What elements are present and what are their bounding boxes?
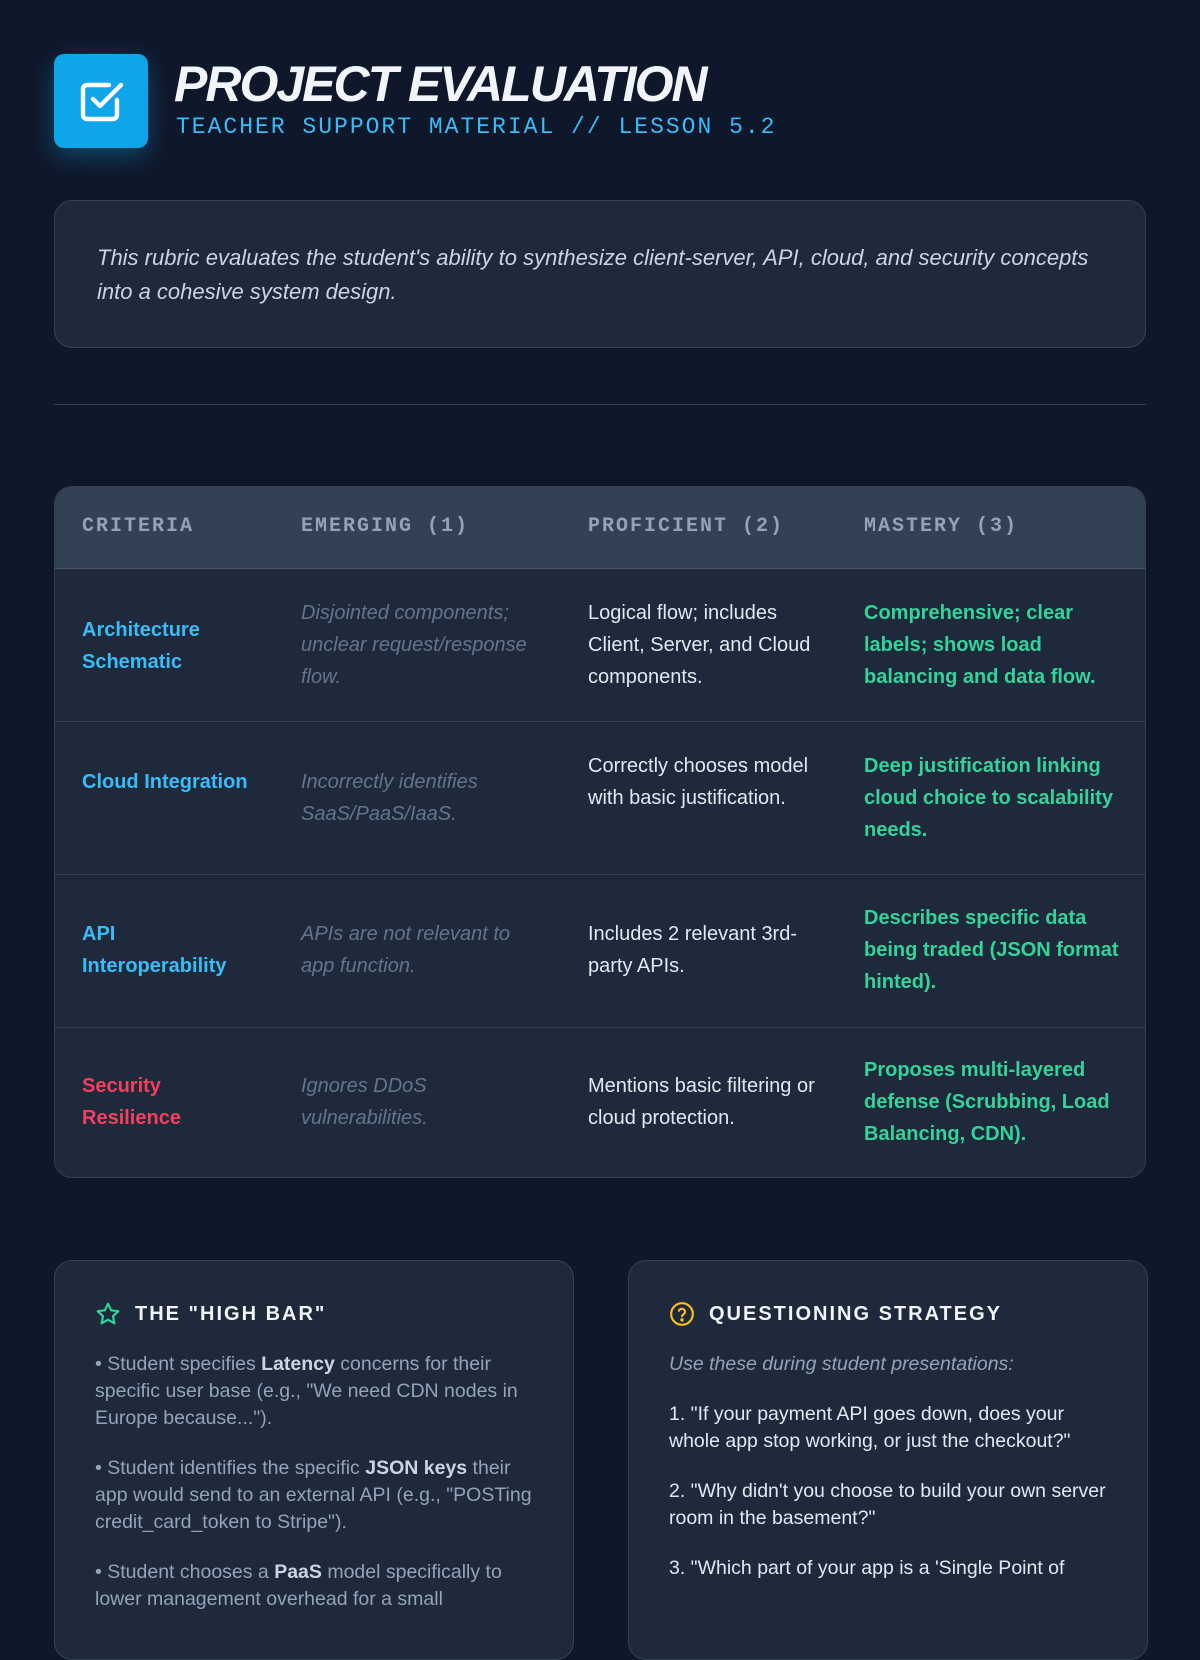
list-item: 3. "Which part of your app is a 'Single Point of xyxy=(669,1557,1065,1579)
questioning-heading: QUESTIONING STRATEGY xyxy=(709,1302,1002,1325)
mastery-cell: Proposes multi-layered defense (Scrubbing, Load Balancing, CDN). xyxy=(864,1059,1110,1145)
header-criteria: CRITERIA xyxy=(82,515,195,538)
mastery-cell: Describes specific data being traded (JSON format hinted). xyxy=(864,907,1119,993)
question-circle-icon xyxy=(669,1301,695,1327)
intro-text: This rubric evaluates the student's ability to synthesize client-server, API, cloud, and security concepts into a cohesive system design. xyxy=(97,245,1089,304)
emerging-cell: Incorrectly identifies SaaS/PaaS/IaaS. xyxy=(301,771,478,825)
high-bar-card xyxy=(54,1260,574,1660)
table-row xyxy=(55,875,1146,1028)
criteria-cell: API Interoperability xyxy=(82,923,227,977)
criteria-cell: Architecture Schematic xyxy=(82,619,200,673)
table-row xyxy=(55,569,1146,722)
table-row xyxy=(55,1028,1146,1178)
page-subtitle: TEACHER SUPPORT MATERIAL // LESSON 5.2 xyxy=(176,114,777,140)
questioning-card xyxy=(628,1260,1148,1660)
logo xyxy=(54,54,148,148)
proficient-cell: Correctly chooses model with basic justification. xyxy=(588,755,809,809)
header-mastery: MASTERY (3) xyxy=(864,515,1019,538)
proficient-cell: Mentions basic filtering or cloud protection. xyxy=(588,1075,815,1129)
rubric-table xyxy=(54,486,1146,1178)
emerging-cell: APIs are not relevant to app function. xyxy=(301,923,511,977)
emerging-cell: Ignores DDoS vulnerabilities. xyxy=(301,1075,428,1129)
criteria-cell: Cloud Integration xyxy=(82,771,248,793)
divider xyxy=(54,404,1146,405)
page-title: PROJECT EVALUATION xyxy=(174,56,706,112)
list-item: • Student identifies the specific JSON keys their app would send to an external API (e.g., "POSTing credit_card_token to Stripe"). xyxy=(95,1457,532,1533)
header xyxy=(54,54,777,148)
proficient-cell: Includes 2 relevant 3rd-party APIs. xyxy=(588,923,798,977)
list-item: • Student specifies Latency concerns for their specific user base (e.g., "We need CDN nodes in Europe because..."). xyxy=(95,1353,518,1429)
mastery-cell: Comprehensive; clear labels; shows load balancing and data flow. xyxy=(864,602,1096,688)
list-item: • Student chooses a PaaS model specifically to lower management overhead for a small xyxy=(95,1561,502,1610)
checkbox-icon xyxy=(77,77,125,125)
questioning-title xyxy=(669,1299,1107,1329)
star-icon xyxy=(95,1301,121,1327)
intro-card xyxy=(54,200,1146,348)
emerging-cell: Disjointed components; unclear request/response flow. xyxy=(301,602,527,688)
proficient-cell: Logical flow; includes Client, Server, and Cloud components. xyxy=(588,602,811,688)
rubric-header-row xyxy=(55,487,1145,569)
list-item: 2. "Why didn't you choose to build your own server room in the basement?" xyxy=(669,1480,1106,1529)
list-item: 1. "If your payment API goes down, does your whole app stop working, or just the checkout?" xyxy=(669,1403,1071,1452)
high-bar-heading: THE "HIGH BAR" xyxy=(135,1302,327,1325)
header-proficient: PROFICIENT (2) xyxy=(588,515,785,538)
questioning-intro: Use these during student presentations: xyxy=(669,1353,1014,1375)
high-bar-title xyxy=(95,1299,533,1329)
header-emerging: EMERGING (1) xyxy=(301,515,470,538)
criteria-cell: Security Resilience xyxy=(82,1075,181,1129)
mastery-cell: Deep justification linking cloud choice to scalability needs. xyxy=(864,755,1113,841)
table-row xyxy=(55,722,1146,875)
